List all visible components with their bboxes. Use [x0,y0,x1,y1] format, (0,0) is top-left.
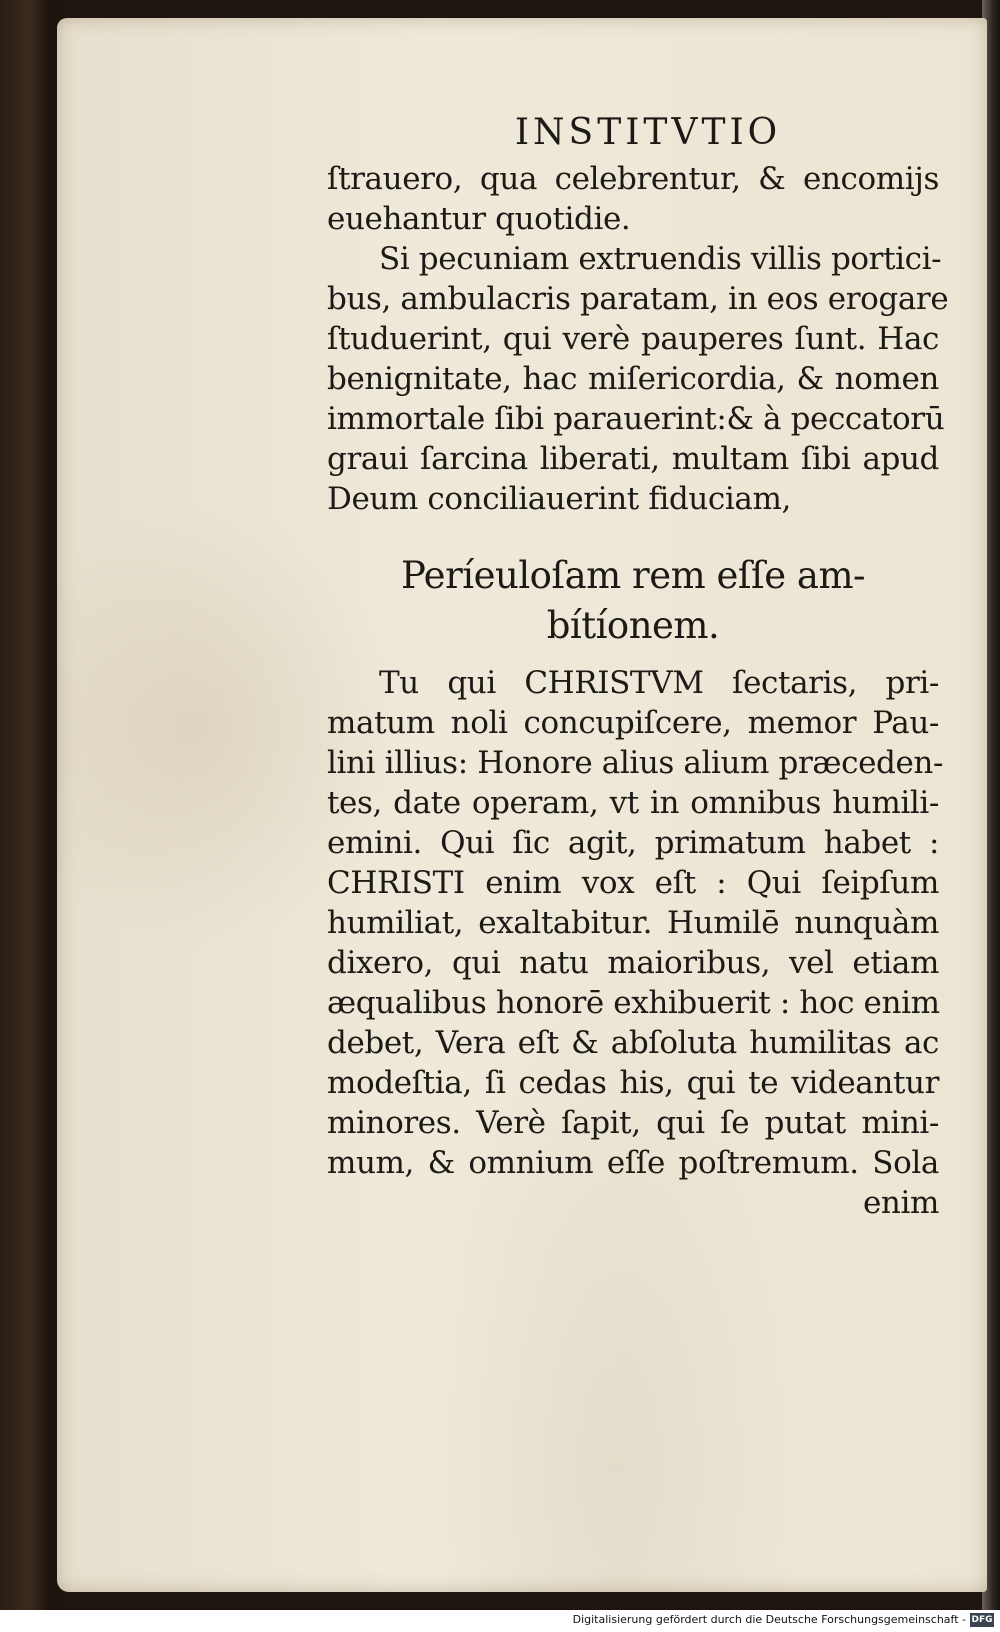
text-line: graui ſarcina liberati, multam ſibi apud [327,441,939,477]
text-line: benignitate, hac miſericordia, & nomen [327,361,939,397]
dfg-logo: DFG [971,1615,993,1625]
text-line: emini. Qui ſic agit, primatum habet : [327,825,939,861]
heading-line: bítíonem. [546,604,720,647]
text-line: minores. Verè ſapit, qui ſe putat mini- [327,1105,939,1141]
funding-credit: Digitalisierung gefördert durch die Deutsche Forschungsgemeinschaft - [572,1613,966,1626]
text-line: lini illius: Honore alius alium præceden- [327,745,944,781]
catchword: enim [862,1185,939,1221]
text-line: æqualibus honorē exhibuerit : hoc enim [327,985,940,1021]
text-line: mum, & omnium eſſe poſtremum. Sola [327,1145,939,1181]
section-heading [327,551,939,651]
paragraph-2 [327,239,949,519]
text-line: Si pecuniam extruendis villis portici- [379,241,942,277]
text-line: euehantur quotidie. [327,201,631,237]
heading-line: Períeuloſam rem eſſe am- [400,554,866,597]
paragraph-1 [327,159,939,239]
text-line: CHRISTI enim vox eſt : Qui ſeipſum [327,865,939,901]
text-line: bus, ambulacris paratam, in eos erogare [327,281,949,317]
text-line: Deum conciliauerint fiduciam, [327,481,791,517]
running-head: INSTITVTIO [514,112,782,153]
page-text [327,112,949,1223]
text-line: matum noli concupiſcere, memor Pau- [327,705,939,741]
text-line: modeſtia, ſi cedas his, qui te videantur [327,1065,939,1101]
text-line: ſtrauero, qua celebrentur, & encomijs [327,161,939,197]
footer-bar [0,1610,1000,1632]
text-line: humiliat, exaltabitur. Humilē nunquàm [327,905,939,941]
paragraph-3 [327,663,944,1183]
text-line: Tu qui CHRISTVM ſectaris, pri- [379,665,939,701]
text-line: immortale ſibi parauerint:& à peccatorū [327,401,945,437]
text-line: tes, date operam, vt in omnibus humili- [327,785,939,821]
text-line: debet, Vera eſt & abſoluta humilitas ac [327,1025,939,1061]
text-line: dixero, qui natu maioribus, vel etiam [327,945,939,981]
text-line: ſtuduerint, qui verè pauperes ſunt. Hac [327,321,939,357]
